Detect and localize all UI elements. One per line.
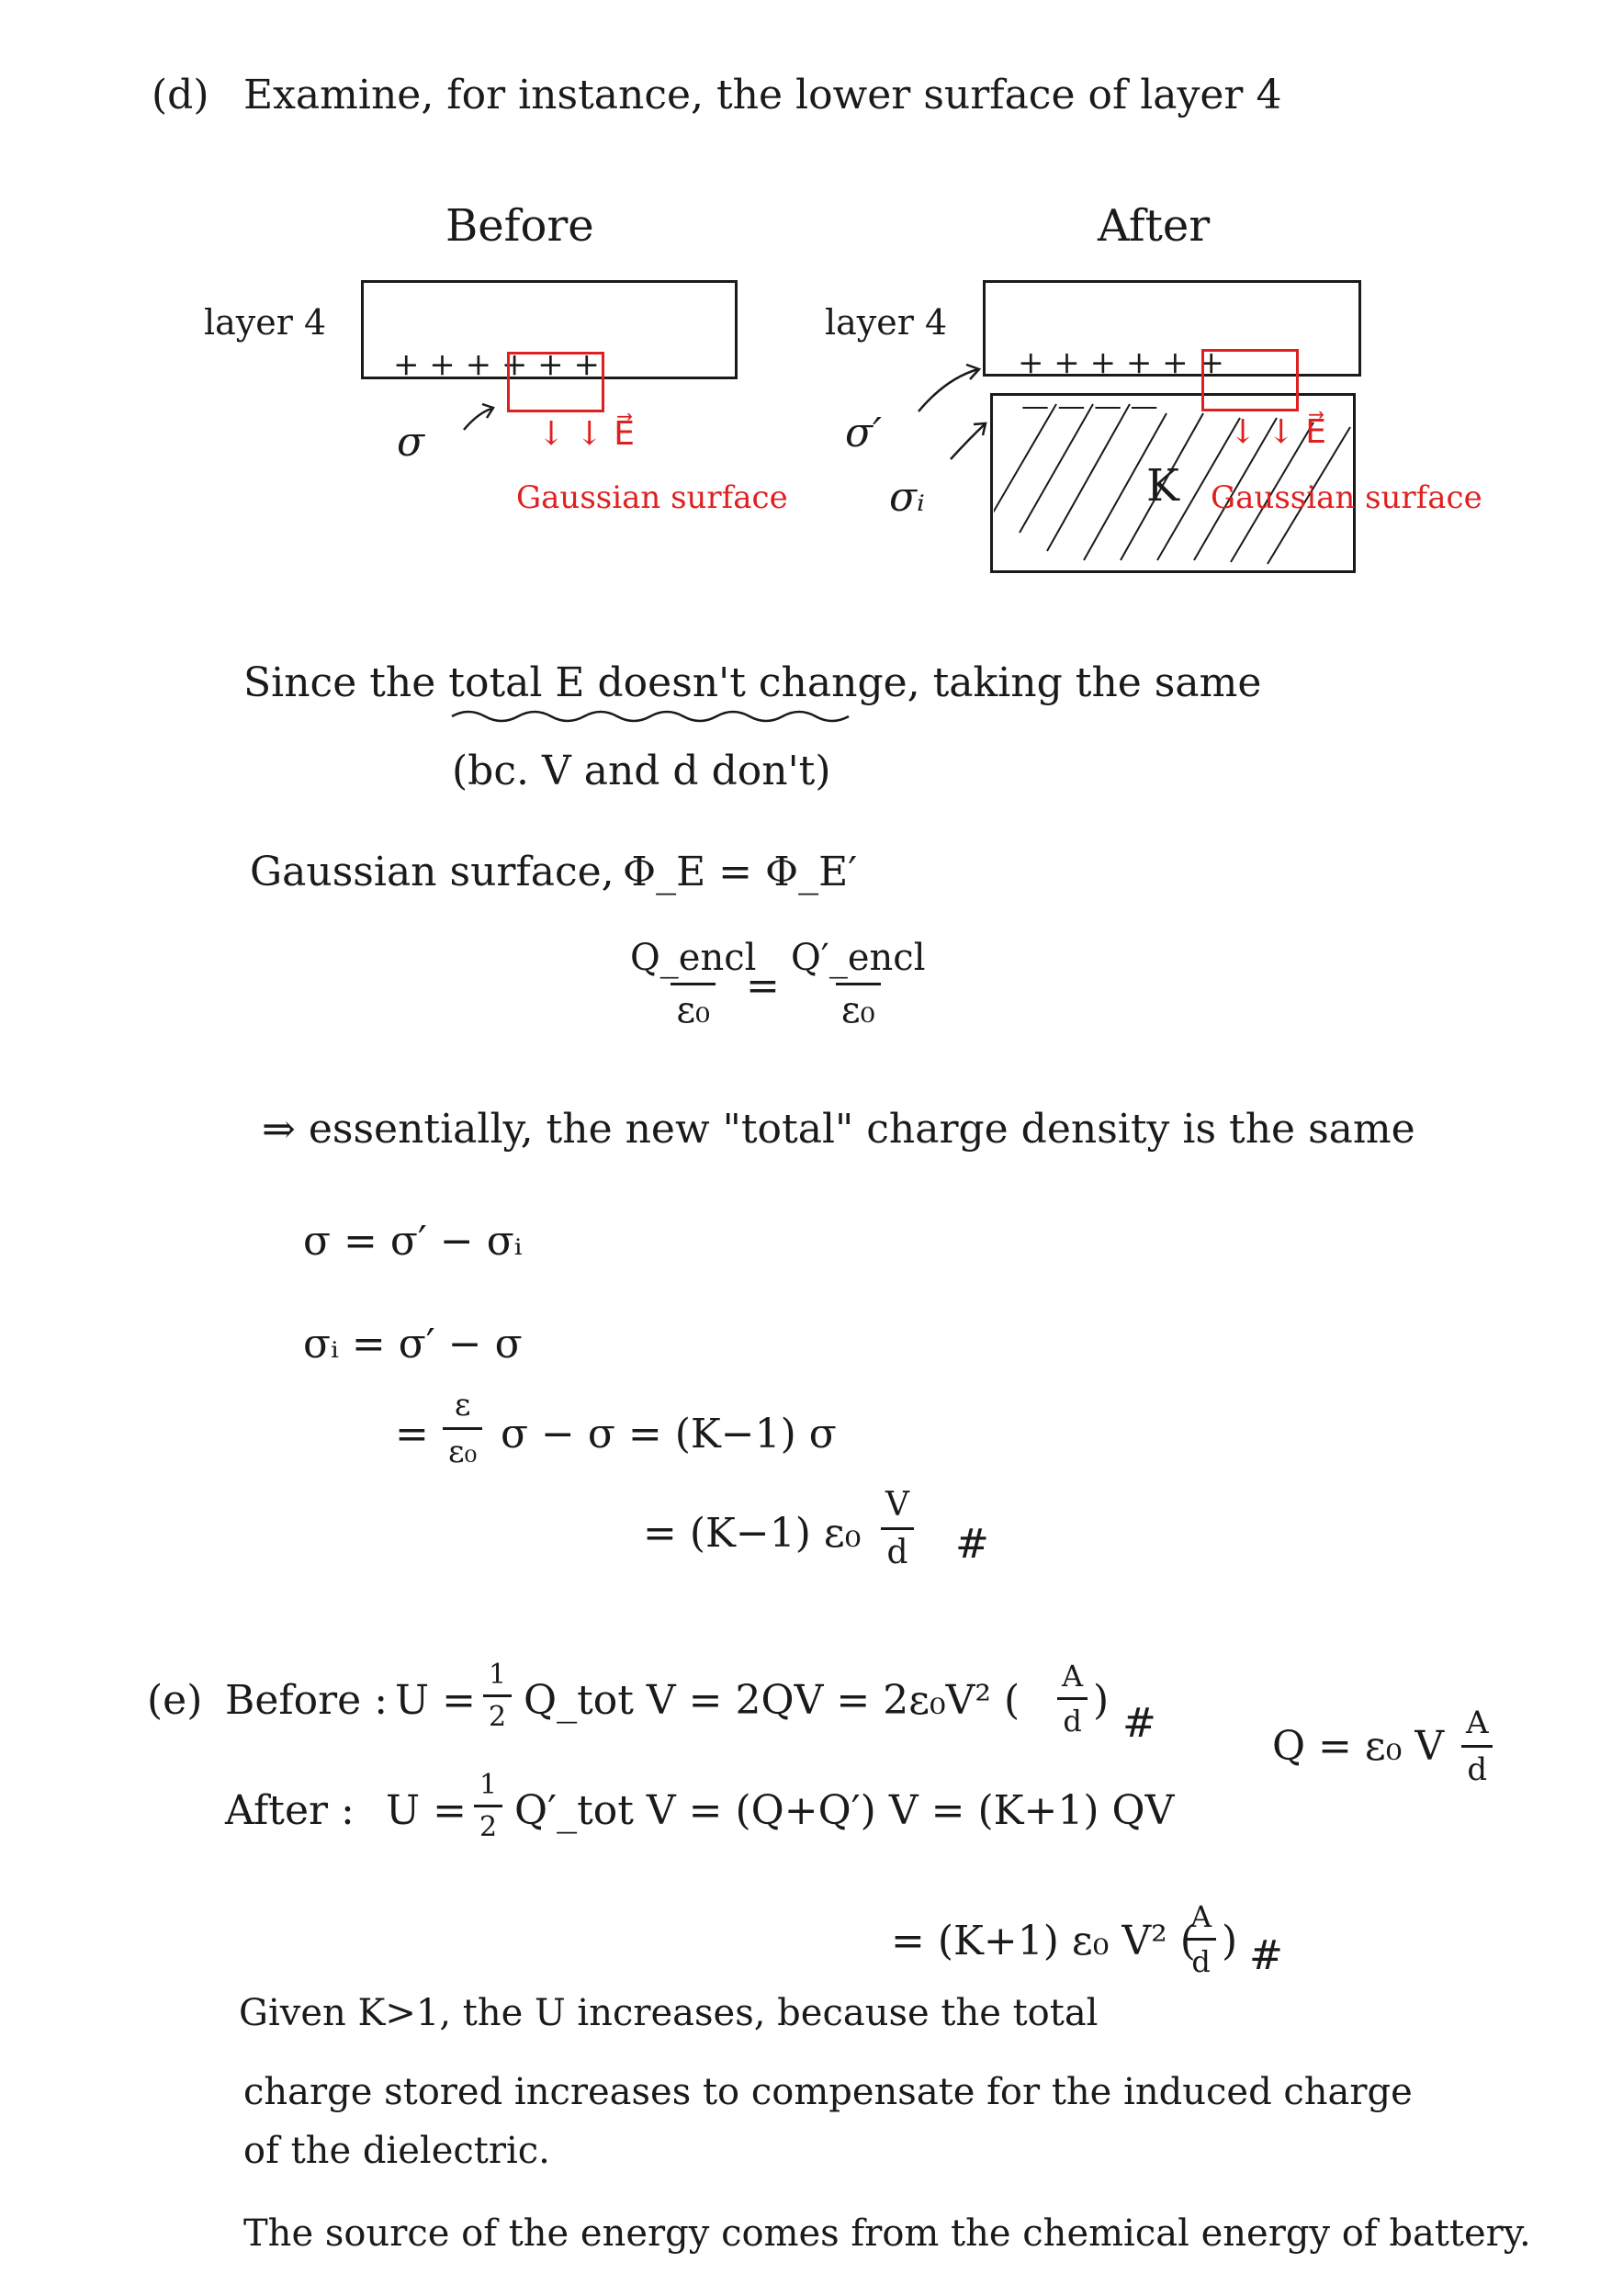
eq-sigma-i: σᵢ = σ′ − σ <box>303 1321 523 1367</box>
essentially-line: ⇒ essentially, the new "total" charge density is the same <box>262 1106 1415 1153</box>
before-close: ) <box>1093 1677 1110 1724</box>
gauss-label: Gaussian surface, <box>250 849 614 895</box>
after-half-den: 2 <box>474 1805 502 1843</box>
after-close: ) <box>1222 1918 1238 1964</box>
plus-charges-before: + + + + + + <box>393 346 600 383</box>
qencl-equals: = <box>746 962 780 1009</box>
eq-sigma: σ = σ′ − σᵢ <box>303 1218 523 1265</box>
after-label: After : <box>225 1787 355 1834</box>
q-def-d: d <box>1461 1745 1493 1788</box>
layer-label-after: layer 4 <box>825 302 948 343</box>
eq4-hash: # <box>955 1521 989 1568</box>
sigma-i-arrow <box>951 424 985 459</box>
source-line: The source of the energy comes from the chemical energy of battery. <box>243 2212 1531 2255</box>
efield-after: ↓ ↓ E⃗ <box>1229 413 1326 451</box>
eq4-denominator: d <box>881 1527 913 1571</box>
qencl-prime-fraction <box>785 937 931 1031</box>
q-def-a-over-d <box>1460 1705 1494 1788</box>
q-def: Q = ε₀ V <box>1272 1723 1445 1770</box>
layer-label-before: layer 4 <box>204 302 327 343</box>
after-d: d <box>1186 1938 1215 1979</box>
qencl-prime-denominator: ε₀ <box>836 983 881 1031</box>
part-e-label: (e) <box>147 1677 203 1724</box>
before-eq-a: U = <box>395 1677 476 1724</box>
minus-charges-after: — — — — <box>1021 390 1158 422</box>
after-A: A <box>1190 1899 1212 1934</box>
sigma-prime-arrow <box>919 369 978 411</box>
gaussian-label-before: Gaussian surface <box>516 479 788 516</box>
eq4-numerator: V <box>885 1486 909 1524</box>
eq3-numerator: ε <box>454 1387 471 1424</box>
after-a-over-d <box>1185 1899 1217 1979</box>
sigma-before: σ <box>397 419 425 466</box>
before-half-num: 1 <box>489 1659 507 1691</box>
after-half <box>474 1769 502 1843</box>
sigma-i: σᵢ <box>889 474 925 521</box>
dielectric-k: K <box>1146 460 1179 512</box>
part-d-label: (d) <box>152 72 209 118</box>
charge-line: charge stored increases to compensate for the induced charge <box>243 2071 1413 2113</box>
before-a-over-d <box>1056 1659 1088 1739</box>
eq3-fraction <box>443 1387 482 1470</box>
q-def-A: A <box>1466 1705 1489 1741</box>
eq4-prefix: = (K−1) ε₀ <box>643 1510 862 1557</box>
plus-charges-after: + + + + + + <box>1018 344 1224 381</box>
gaussian-label-after: Gaussian surface <box>1211 479 1482 516</box>
since-line: Since the total E doesn't change, taking the same <box>243 659 1262 706</box>
eq3-prefix: = <box>395 1411 429 1458</box>
flux-equation: Φ_E = Φ_E′ <box>623 849 858 895</box>
qencl-numerator: Q_encl <box>630 937 757 979</box>
before-title: Before <box>445 200 594 252</box>
before-A: A <box>1062 1659 1084 1694</box>
efield-before: ↓ ↓ E⃗ <box>537 415 635 453</box>
after-half-num: 1 <box>479 1769 498 1801</box>
given-line: Given K>1, the U increases, because the total <box>239 1992 1099 2034</box>
bc-line: (bc. V and d don't) <box>452 748 831 794</box>
gaussian-surface-box-after <box>1201 349 1299 411</box>
wavy-underline <box>452 712 849 721</box>
after-hash: # <box>1249 1932 1283 1979</box>
eq3-denominator: ε₀ <box>443 1427 482 1470</box>
before-hash: # <box>1122 1700 1156 1747</box>
before-eq-b: Q_tot V = 2QV = 2ε₀V² ( <box>524 1677 1020 1724</box>
after-eq-b: Q′_tot V = (Q+Q′) V = (K+1) QV <box>514 1787 1175 1834</box>
qencl-denominator: ε₀ <box>671 983 716 1031</box>
part-d-intro: Examine, for instance, the lower surface of layer 4 <box>243 72 1282 118</box>
eq4-fraction <box>880 1486 915 1571</box>
before-half <box>483 1659 512 1733</box>
gaussian-surface-box-before <box>507 352 604 412</box>
eq3-rest: σ − σ = (K−1) σ <box>501 1411 837 1458</box>
before-d: d <box>1057 1697 1087 1739</box>
after-title: After <box>1098 200 1211 252</box>
before-label: Before : <box>225 1677 389 1724</box>
sigma-arrow-before <box>464 409 491 430</box>
before-half-den: 2 <box>483 1694 512 1733</box>
after-eq-a: U = <box>386 1787 467 1834</box>
dielectric-line: of the dielectric. <box>243 2130 550 2172</box>
after-eq2: = (K+1) ε₀ V² ( <box>891 1918 1196 1964</box>
qencl-fraction <box>625 937 761 1031</box>
sigma-prime: σ′ <box>845 410 883 456</box>
qencl-prime-numerator: Q′_encl <box>791 937 926 979</box>
